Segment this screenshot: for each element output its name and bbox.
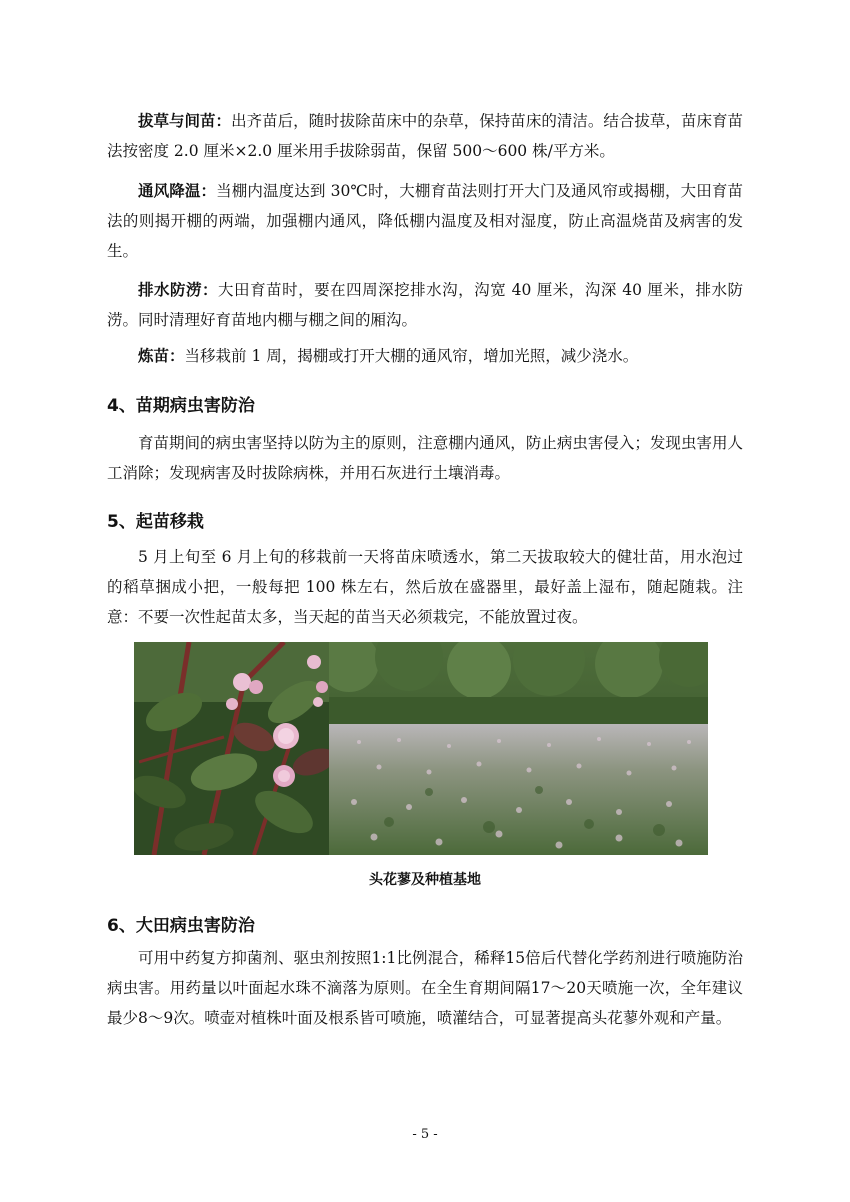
paragraph-lead: 通风降温： bbox=[138, 182, 217, 200]
paragraph-text: 出齐苗后，随时拔除苗床中的杂草，保持苗床的清洁。结合拔草，苗床育苗法按密度 2.0 厘米×2.0 厘米用手拔除弱苗，保留 500～600 株/平方米。 bbox=[107, 112, 743, 160]
paragraph-lead: 排水防涝： bbox=[138, 281, 219, 299]
paragraph-text: 当棚内温度达到 30℃时，大棚育苗法则打开大门及通风帘或揭棚，大田育苗法的则揭开棚的两端，加强棚内通风，降低棚内温度及相对湿度，防止高温烧苗及病害的发生。 bbox=[107, 182, 743, 260]
planting-base-photo bbox=[329, 642, 708, 855]
page-number: - 5 - bbox=[412, 1127, 438, 1142]
paragraph-hardening bbox=[107, 341, 743, 371]
paragraph-ventilation bbox=[107, 176, 743, 266]
paragraph-text: 大田育苗时，要在四周深挖排水沟，沟宽 40 厘米，沟深 40 厘米，排水防涝。同时清理好育苗地内棚与棚之间的厢沟。 bbox=[107, 281, 743, 329]
figure-caption: 头花蓼及种植基地 bbox=[369, 872, 481, 888]
paragraph-lead: 炼苗： bbox=[138, 347, 185, 365]
section-text-seedling-pest: 育苗期间的病虫害坚持以防为主的原则，注意棚内通风，防止病虫害侵入；发现虫害用人工消除；发现病害及时拔除病株，并用石灰进行土壤消毒。 bbox=[107, 434, 743, 482]
paragraph-drainage bbox=[107, 275, 743, 335]
section-text-field-pest: 可用中药复方抑菌剂、驱虫剂按照1:1比例混合，稀释15倍后代替化学药剂进行喷施防治病虫害。用药量以叶面起水珠不滴落为原则。在全生育期间隔17～20天喷施一次，全年建议最少8～9次。喷壶对植株叶面及根系皆可喷施，喷灌结合，可显著提高头花蓼外观和产量。 bbox=[107, 949, 743, 1027]
section-heading-field-pest: 6、大田病虫害防治 bbox=[107, 916, 255, 936]
paragraph-weeding bbox=[107, 106, 743, 166]
section-text-transplant: 5 月上旬至 6 月上旬的移栽前一天将苗床喷透水，第二天拔取较大的健壮苗，用水泡过的稻草捆成小把，一般每把 100 株左右，然后放在盛器里，最好盖上湿布，随起随栽。注意：不要一次性起苗太多，当天起的苗当天必须栽完，不能放置过夜。 bbox=[107, 548, 743, 626]
paragraph-lead: 拔草与间苗： bbox=[138, 112, 232, 130]
flower-closeup-photo bbox=[134, 642, 329, 855]
section-heading-seedling-pest: 4、苗期病虫害防治 bbox=[107, 396, 255, 416]
paragraph-text: 当移栽前 1 周，揭棚或打开大棚的通风帘，增加光照，减少浇水。 bbox=[184, 347, 639, 365]
section-heading-transplant: 5、起苗移栽 bbox=[107, 512, 204, 532]
